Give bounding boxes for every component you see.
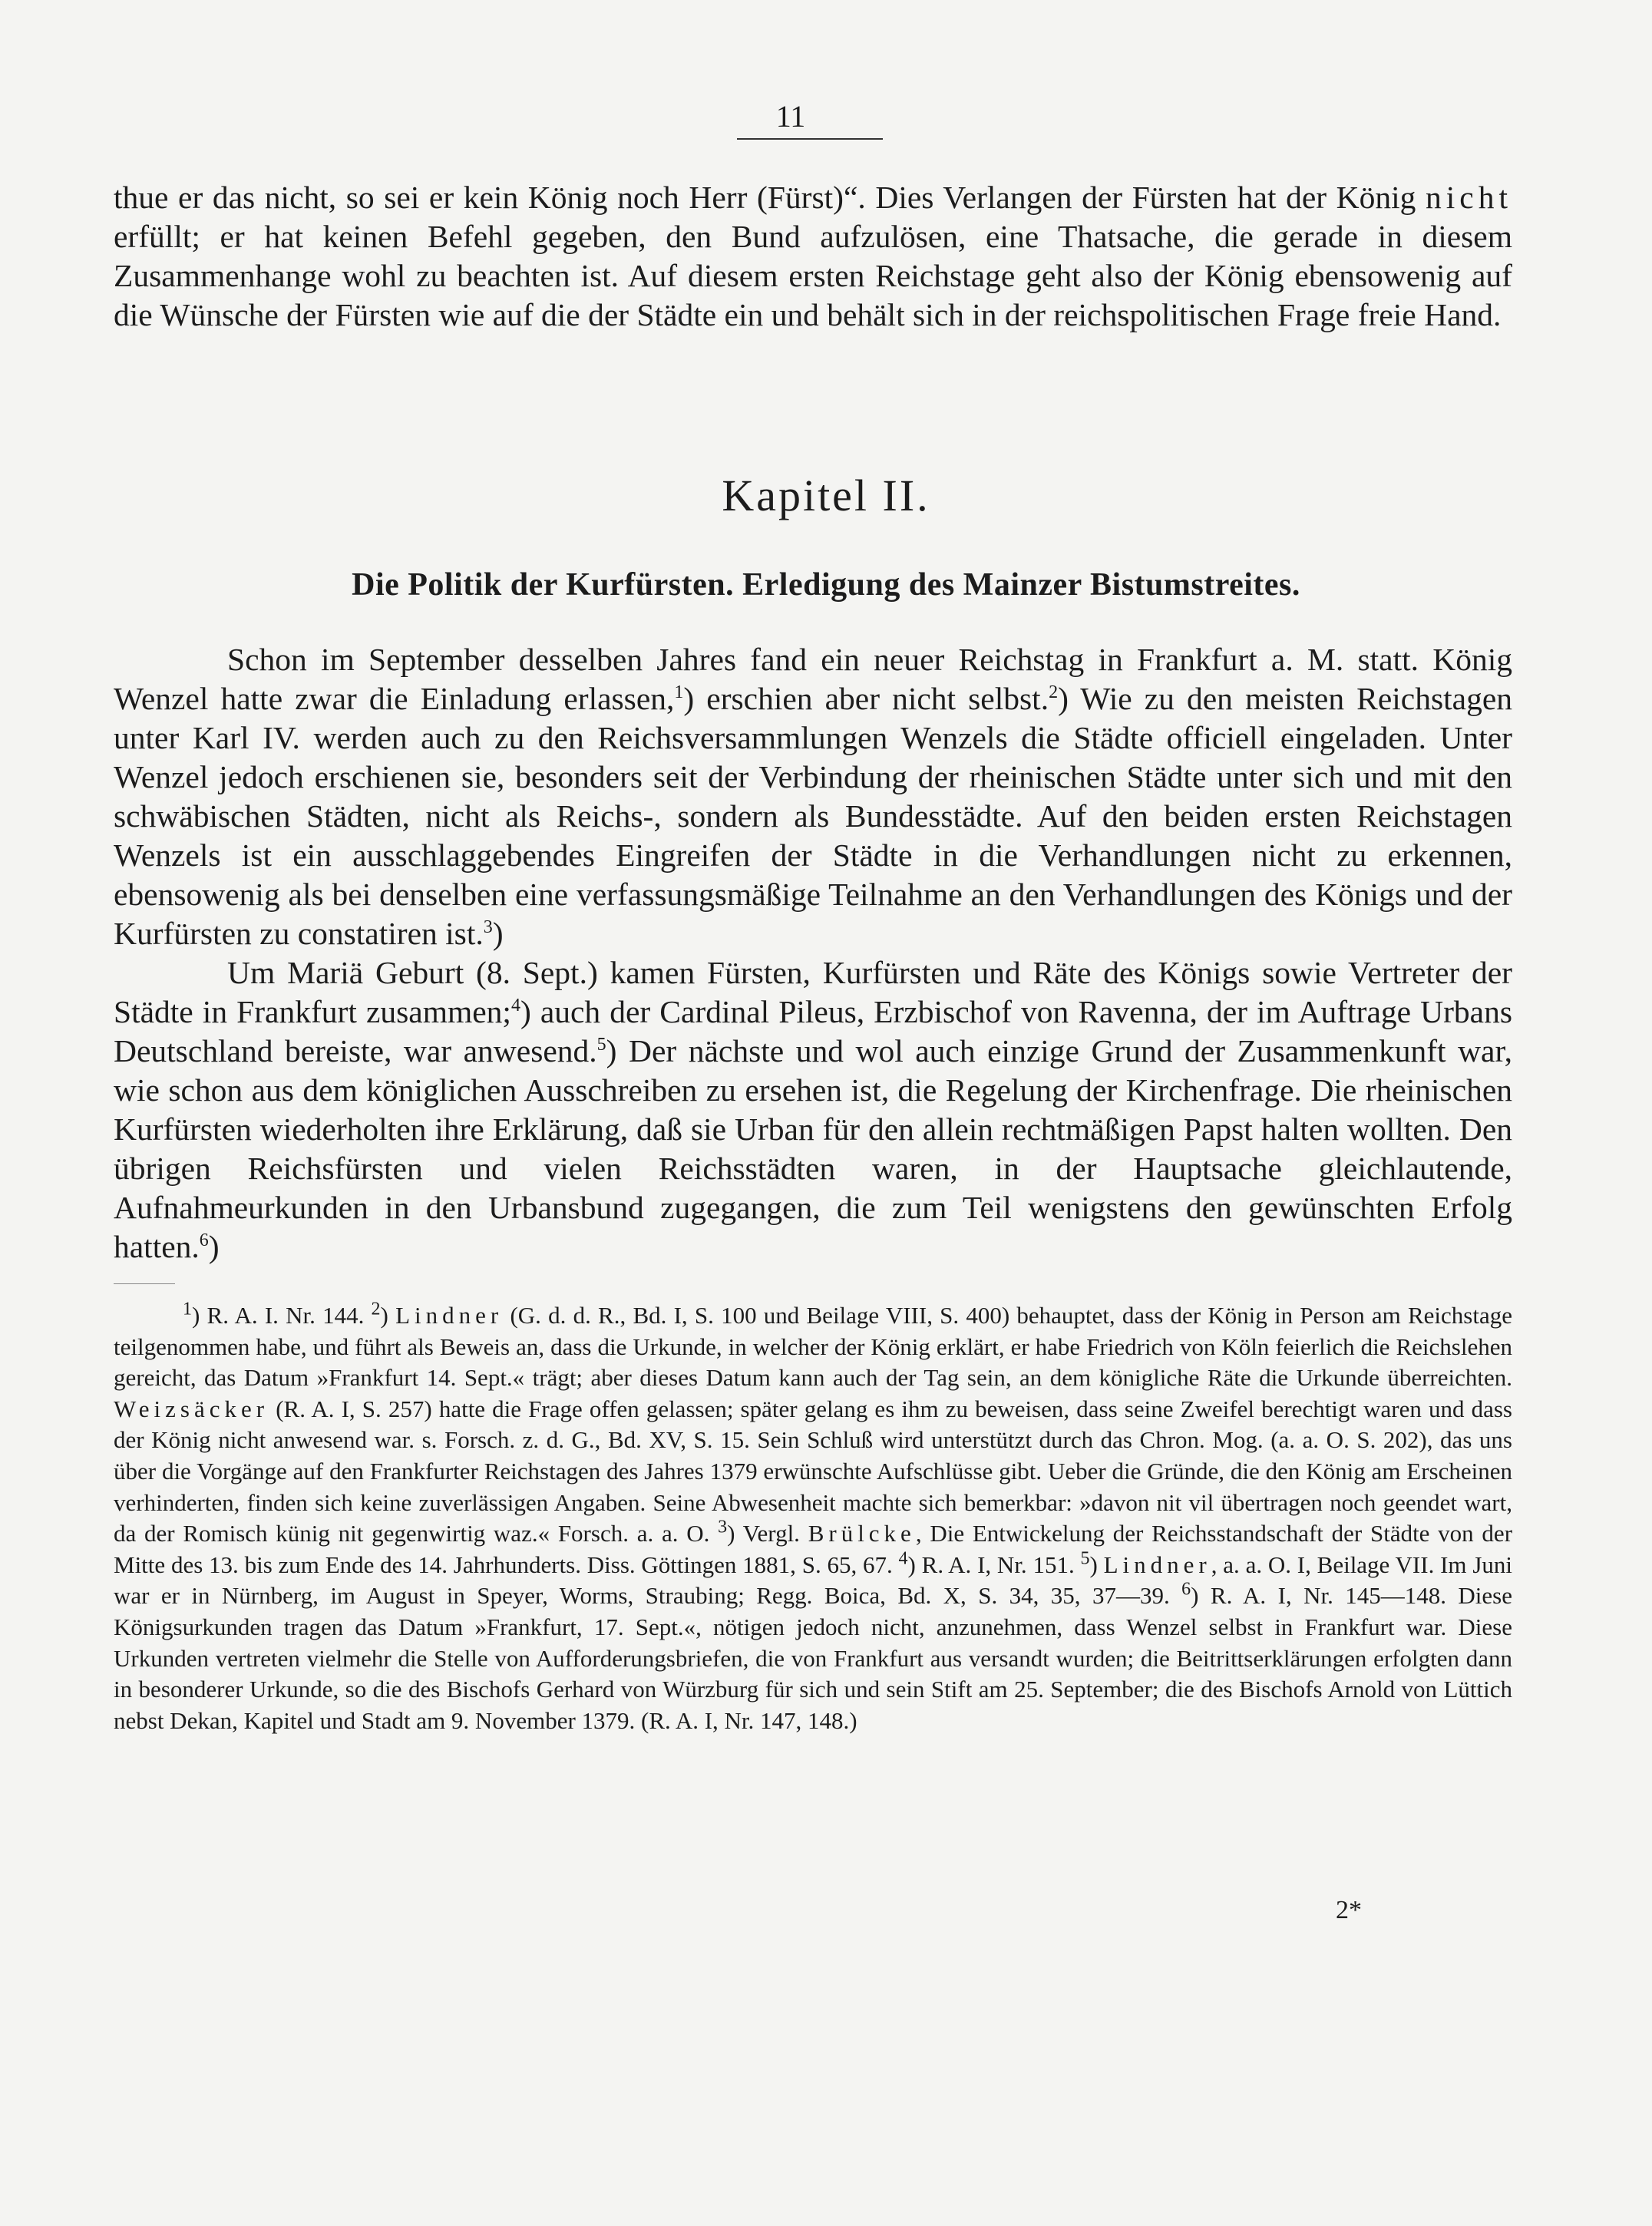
chapter-body [114,640,1512,1267]
footnote-ref-2: 2 [1049,682,1059,703]
intro-emphasis: nicht [1426,180,1512,215]
intro-paragraph [114,178,1512,335]
footnote-mark-1: 1 [183,1299,192,1319]
footnote-mark-3: 3 [718,1517,728,1537]
footnote-6: ) R. A. I, Nr. 145—148. Diese Königsurkunden tragen das Datum »Frankfurt, 17. Sept.«, nötigen jedoch nicht, anzunehmen, dass Wenzel selbst in Frankfurt war. Diese Urkunden vertreten vielmehr die Stelle von Aufforderungsbriefen, die von Frankfurt aus versandt wurden; die Beitrittserklärungen erfolgten dann in besonderer Urkunde, so die des Bischofs Gerhard von Würzburg für sich und sein Stift am 25. September; die des Bischofs Arnold von Lüttich nebst Dekan, Kapitel und Stadt am 9. November 1379. (R. A. I, Nr. 147, 148.) [114,1582,1513,1734]
footnote-ref-3: 3 [483,917,493,938]
footnote-rule [114,1283,175,1284]
footnote-block [114,1300,1512,1736]
header-rule [737,138,883,140]
paragraph-1-text-b: ) erschien aber nicht selbst. [683,681,1049,716]
page-number: 11 [775,99,806,134]
footnote-5-b: , a. a. O. I, Beilage VII. Im Juni war er in Nürnberg, im August in Speyer, Worms, Straubing; Regg. Boica, Bd. X, S. 34, 35, 37—39. [114,1551,1513,1610]
footnote-5-author: Lindner [1103,1551,1211,1578]
chapter-subtitle: Die Politik der Kurfürsten. Erledigung des Mainzer Bistumstreites. [352,567,1300,603]
footnote-2-author: Lindner [395,1302,504,1329]
footnote-2-c: (R. A. I, S. 257) hatte die Frage offen gelassen; später gelang es ihm zu beweisen, dass seine Zweifel berechtigt waren und dass der König nicht anwesend war. s. Forsch. z. d. G., Bd. XV, S. 15. Sein Schluß wird unterstützt durch das Chron. Mog. (a. a. O. S. 202), das uns über die Vorgänge auf den Frankfurter Reichstagen des Jahres 1379 erwünschte Aufschlüsse gibt. Ueber die Gründe, die den König am Erscheinen verhinderten, finden sich keine zuverlässigen Angaben. Seine Abwesenheit machte sich bemerkbar: »davon nit vil übertragen noch geendet wart, da der Romisch künig nit gegenwirtig waz.« Forsch. a. a. O. [114,1395,1512,1547]
footnote-mark-4: 4 [898,1548,908,1569]
paragraph-2-text-d: ) [208,1229,220,1264]
footnote-ref-1: 1 [674,682,684,703]
paragraph-2-text-b: ) auch der Cardinal Pileus, Erzbischof von Ravenna, der im Auftrage Urbans Deutschland bereiste, war anwesend. [114,994,1512,1068]
footnote-5-a: ) [1089,1551,1104,1578]
footnote-ref-5: 5 [596,1035,606,1055]
footnote-ref-6: 6 [199,1230,209,1251]
paragraph-1-text-a: Schon im September desselben Jahres fand ein neuer Reichstag in Frankfurt a. M. statt. König Wenzel hatte zwar die Einladung erlassen, [114,642,1512,716]
paragraph-2 [114,953,1512,1267]
paragraph-1 [114,640,1512,953]
footnote-1: ) R. A. I. Nr. 144. [192,1302,372,1329]
signature-mark: 2* [1336,1896,1362,1924]
footnote-mark-6: 6 [1181,1580,1191,1600]
footnote-ref-4: 4 [510,996,520,1016]
footnote-2-b: (G. d. d. R., Bd. I, S. 100 und Beilage VIII, S. 400) behauptet, dass der König in Person am Reichstage teilgenommen habe, und führt als Beweis an, dass die Urkunde, in welcher der König erklärt, er habe Friedrich von Köln feierlich die Reichslehen gereicht, das Datum »Frankfurt 14. Sept.« trägt; aber dieses Datum kann auch der Tag sein, an dem königliche Räte die Urkunde überreichten. [114,1302,1513,1392]
chapter-title: Kapitel II. [722,471,930,520]
footnote-mark-5: 5 [1080,1548,1090,1569]
footnote-mark-2: 2 [371,1299,381,1319]
paragraph-2-text-c: ) Der nächste und wol auch einzige Grund der Zusammenkunft war, wie schon aus dem königlichen Ausschreiben zu ersehen ist, die Regelung der Kirchenfrage. Die rheinischen Kurfürsten wiederholten ihre Erklärung, daß sie Urban für den allein rechtmäßigen Papst halten wollten. Den übrigen Reichsfürsten und vielen Reichsstädten waren, in der Hauptsache gleichlautende, Aufnahmeurkunden in den Urbansbund zugegangen, die zum Teil wenigstens den gewünschten Erfolg hatten. [114,1033,1512,1264]
paragraph-2-text-a: Um Mariä Geburt (8. Sept.) kamen Fürsten, Kurfürsten und Räte des Königs sowie Vertreter der Städte in Frankfurt zusammen; [114,955,1512,1029]
footnote-2-author-2: Weizsäcker [114,1395,269,1422]
paragraph-1-text-c: ) Wie zu den meisten Reichstagen unter Karl IV. werden auch zu den Reichsversammlungen Wenzels die Städte officiell eingeladen. Unter Wenzel jedoch erschienen sie, besonders seit der Verbindung der rheinischen Städte unter sich und mit den schwäbischen Städten, nicht als Reichs-, sondern als Bundesstädte. Auf den beiden ersten Reichstagen Wenzels ist ein ausschlaggebendes Eingreifen der Städte in die Verhandlungen nicht zu erkennen, ebensowenig als bei denselben eine verfassungsmäßige Teilnahme an den Verhandlungen des Königs und der Kurfürsten zu constatiren ist. [114,681,1512,951]
intro-text: thue er das nicht, so sei er kein König noch Herr (Fürst)“. Dies Verlangen der Fürsten hat der König [114,180,1426,215]
footnotes [114,1300,1512,1736]
footnote-3-b: , Die Entwickelung der Reichsstandschaft der Städte von der Mitte des 13. bis zum Ende des 14. Jahrhunderts. Diss. Göttingen 1881, S. 65, 67. [114,1520,1513,1578]
paragraph-1-text-d: ) [492,916,504,951]
footnote-3-author: Brülcke [808,1520,916,1547]
footnote-3-a: ) Vergl. [727,1520,808,1547]
footnote-2-a: ) [380,1302,396,1329]
intro-text-after: erfüllt; er hat keinen Befehl gegeben, den Bund aufzulösen, eine Thatsache, die gerade in diesem Zusammenhange wohl zu beachten ist. Auf diesem ersten Reichstage geht also der König ebensowenig auf die Wünsche der Fürsten wie auf die der Städte ein und behält sich in der reichspolitischen Frage freie Hand. [114,219,1512,332]
footnote-4: ) R. A. I, Nr. 151. [907,1551,1081,1578]
